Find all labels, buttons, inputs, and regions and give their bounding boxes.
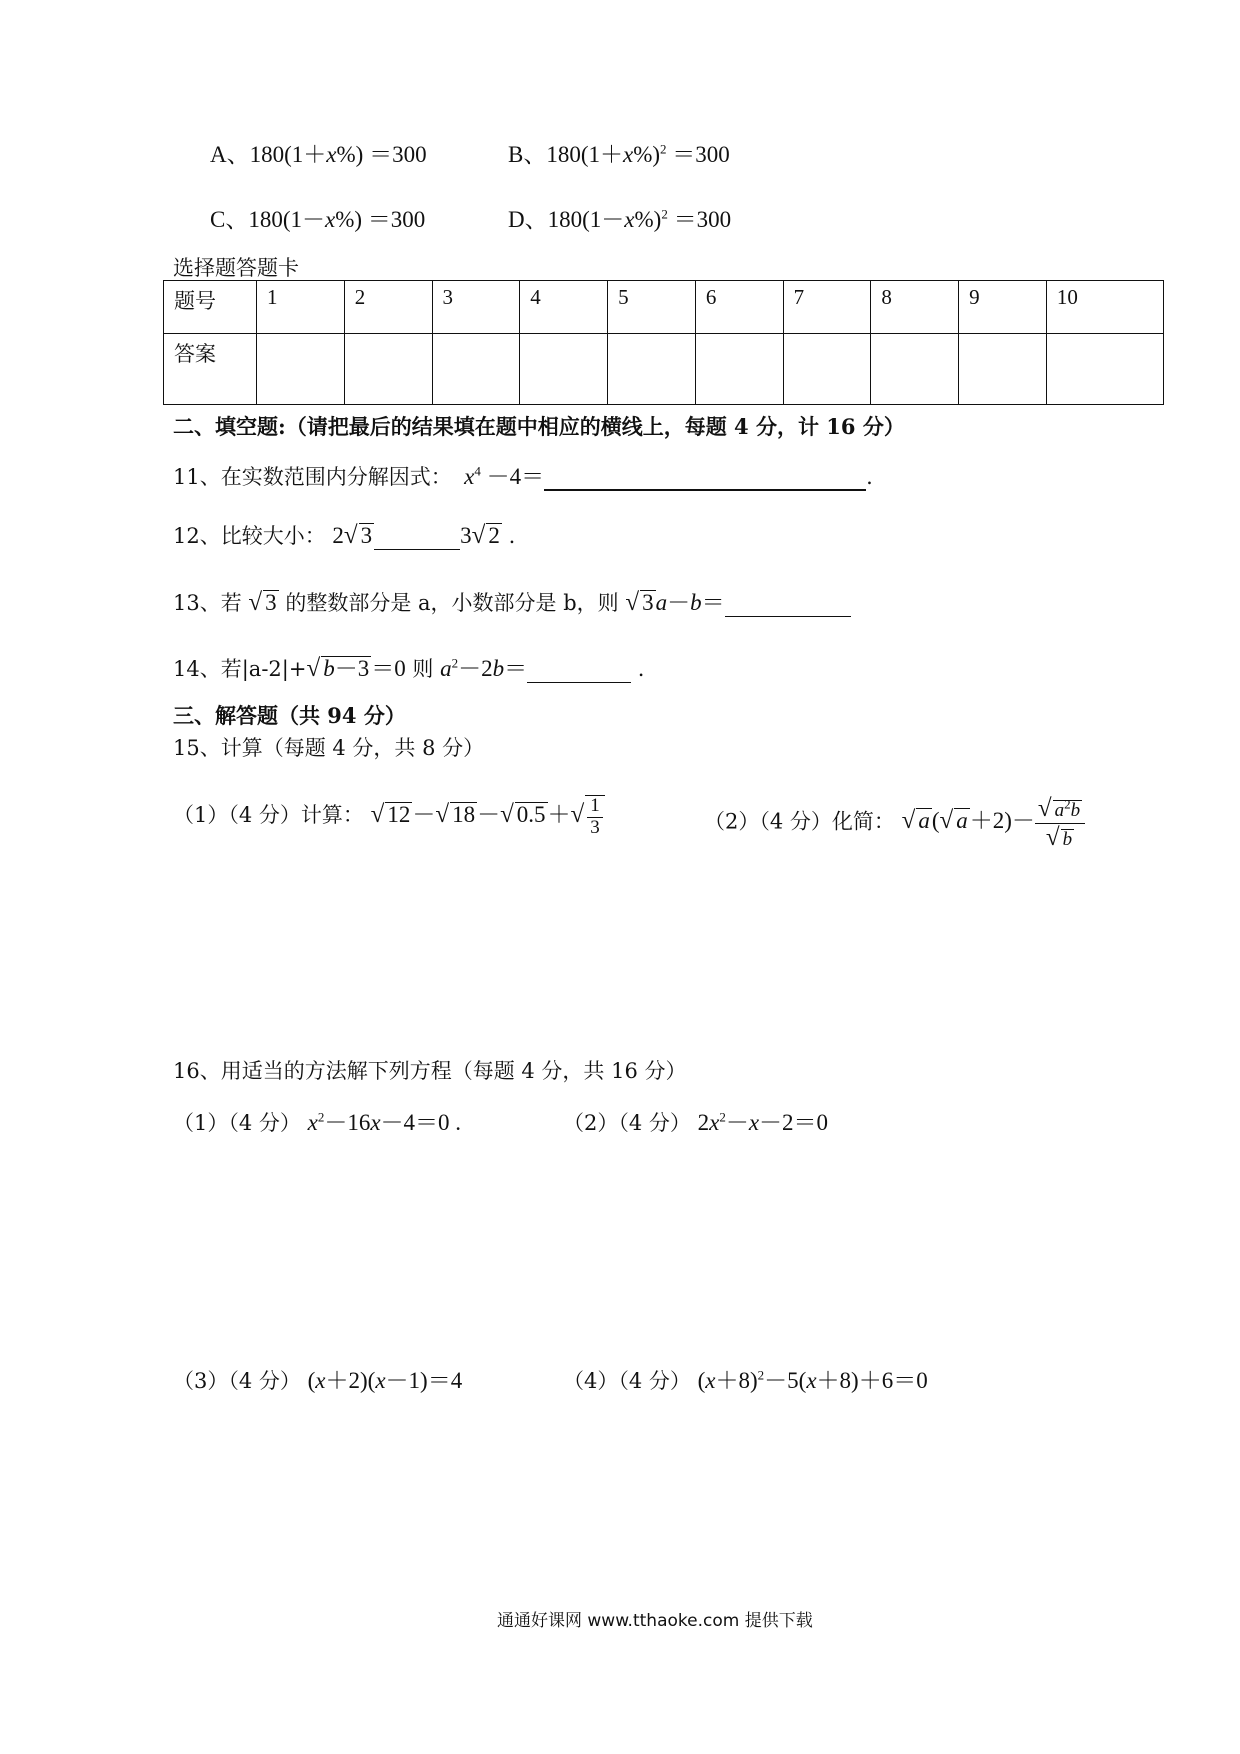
q11-expression: $x^4 -4=$ [464,463,545,489]
q12-text: 12、比较大小： [173,524,326,548]
question-13: 13、若 √ 3 的整数部分是 a，小数部分是 b，则 √ 3a－b＝ [173,584,851,617]
q16-2-label: （2）（4 分） [563,1111,691,1135]
answer-card-number: 2 [344,281,432,334]
question-11: 11、在实数范围内分解因式： $x^4 -4=$ . [173,463,873,489]
option-d: D、$180(1-x\%)^2 =300$ [508,206,732,232]
question-15-1 [173,795,605,839]
question-12: 12、比较大小： 2√ 3 3√ 2 . [173,522,516,549]
question-15-heading: 15、计算（每题 4 分，共 8 分） [173,736,485,760]
answer-card-number: 10 [1046,281,1163,334]
answer-card-number: 8 [871,281,959,334]
q12-answer-blank[interactable] [374,549,460,550]
question-16-1 [173,1104,461,1137]
q16-4-label: （4）（4 分） [563,1369,691,1393]
q14-text-b: 则 [412,657,434,681]
q11-text: 11、在实数范围内分解因式： [173,465,452,489]
answer-cell[interactable] [959,334,1047,405]
answer-card-number: 1 [257,281,345,334]
q16-4-expression: $(x+8)^2-5(x+8)+6=0$ [697,1367,928,1393]
section3-heading: 三、解答题（共 94 分） [173,703,406,728]
question-16-heading: 16、用适当的方法解下列方程（每题 4 分，共 16 分） [173,1059,687,1083]
q12-expression: 2√ 3 [332,522,373,549]
answer-card-row-header-number: 题号 [164,281,257,334]
question-16-3 [173,1362,462,1395]
q16-1-expression: $x^2-16x-4=0$ . [307,1109,462,1135]
q13-expression: √ 3a－b＝ [625,589,725,616]
q16-1-label: （1）（4 分） [173,1111,301,1135]
answer-card-number: 6 [695,281,783,334]
answer-cell[interactable] [432,334,520,405]
q15-1-expression: √ 12－√ 18－√ 0.5＋√ $\frac{1}{3}$ [371,802,605,827]
answer-card-number: 4 [520,281,608,334]
question-14: 14、若|a-2|+√ b－3＝0 则 $a^2-2b=$ . [173,655,645,682]
option-a: A、180(1＋x%) ＝300 [210,142,427,167]
q16-2-expression: $2x^2-x-2=0$ [697,1109,829,1135]
answer-cell[interactable] [344,334,432,405]
answer-cell[interactable] [257,334,345,405]
option-c: C、180(1－x%) ＝300 [210,207,426,232]
q16-3-expression: (x＋2)(x－1)＝4 [307,1368,463,1393]
q13-answer-blank[interactable] [725,616,851,617]
answer-card-number: 7 [783,281,871,334]
answer-card-title: 选择题答题卡 [173,256,299,280]
answer-cell[interactable] [695,334,783,405]
q15-1-label: （1）（4 分）计算： [173,803,364,828]
question-16-2 [563,1104,828,1137]
answer-card-number: 5 [608,281,696,334]
answer-card-table [163,280,1164,405]
answer-cell[interactable] [608,334,696,405]
answer-cell[interactable] [520,334,608,405]
q14-answer-blank[interactable] [527,682,631,683]
answer-cell[interactable] [783,334,871,405]
q14-text-a: 14、若|a-2|+ [173,657,307,681]
section2-heading: 二、填空题:（请把最后的结果填在题中相应的横线上，每题 4 分，计 16 分） [173,414,905,439]
answer-card-number: 9 [959,281,1047,334]
answer-card-number: 3 [432,281,520,334]
option-b: B、$180(1+x\%)^2 =300$ [508,141,730,167]
question-15-2 [704,795,1085,851]
q14-expression: $a^2-2b=$ [440,655,528,681]
answer-card-row-header-answer: 答案 [164,334,257,405]
q13-text-b: 的整数部分是 a，小数部分是 b，则 [285,591,619,615]
answer-cell[interactable] [871,334,959,405]
q15-2-expression: √ a(√ a＋2)－ $\frac{√ a^2b}{√ b}$ [902,808,1086,833]
q11-answer-blank[interactable] [544,489,866,491]
footer-watermark: 通通好课网 www.tthaoke.com 提供下载 [497,1611,813,1631]
answer-cell[interactable] [1046,334,1163,405]
q16-3-label: （3）（4 分） [173,1369,301,1393]
q15-2-label: （2）（4 分）化简： [704,809,895,834]
question-16-4 [563,1362,928,1395]
q13-text-a: 13、若 [173,591,242,615]
